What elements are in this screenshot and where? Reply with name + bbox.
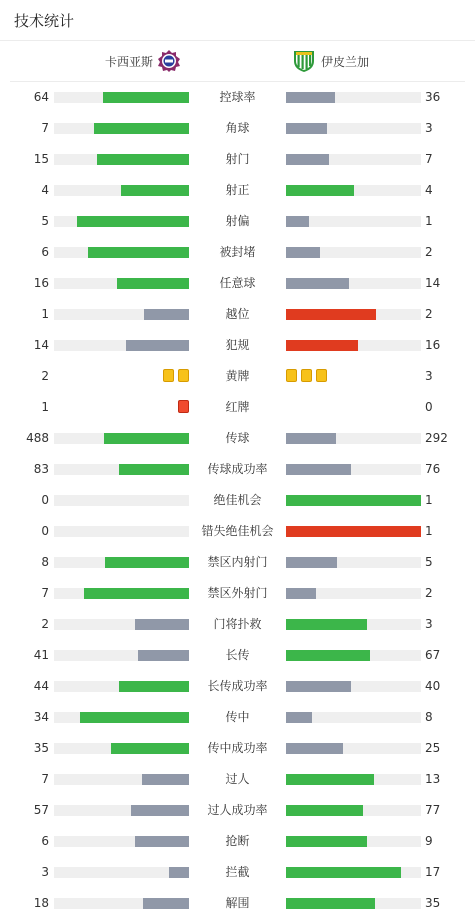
home-stat-bar bbox=[54, 805, 189, 816]
home-stat-bar bbox=[54, 898, 189, 909]
away-stat-bar bbox=[286, 774, 421, 785]
home-stat-value: 7 bbox=[41, 586, 49, 600]
home-yellow-cards bbox=[163, 369, 189, 383]
away-stat-bar-fill bbox=[286, 123, 327, 134]
away-stat-bar bbox=[286, 309, 421, 320]
away-stat-bar-fill bbox=[286, 557, 337, 568]
stat-name: 绝佳机会 bbox=[213, 493, 262, 507]
home-stat-value: 3 bbox=[41, 865, 49, 879]
away-stat-bar-fill bbox=[286, 588, 316, 599]
home-stat-bar bbox=[54, 619, 189, 630]
home-stat-bar bbox=[54, 836, 189, 847]
stat-name: 角球 bbox=[225, 121, 250, 135]
away-stat-bar-fill bbox=[286, 526, 421, 537]
away-stat-bar-fill bbox=[286, 898, 375, 909]
away-stat-bar-fill bbox=[286, 495, 421, 506]
home-stat-value: 6 bbox=[41, 245, 49, 259]
stat-name: 被封堵 bbox=[219, 245, 256, 259]
away-stat-bar-fill bbox=[286, 619, 367, 630]
stat-name: 越位 bbox=[225, 307, 250, 321]
stat-row bbox=[0, 516, 475, 547]
stat-row bbox=[0, 268, 475, 299]
home-stat-bar-fill bbox=[144, 309, 189, 320]
home-team[interactable] bbox=[105, 41, 181, 81]
home-stat-value: 64 bbox=[33, 90, 49, 104]
away-stat-bar bbox=[286, 216, 421, 227]
stat-name: 射正 bbox=[225, 183, 250, 197]
teams-bar bbox=[10, 41, 465, 82]
away-stat-value: 67 bbox=[425, 648, 441, 662]
stat-row bbox=[0, 113, 475, 144]
red-card-icon bbox=[178, 400, 189, 413]
away-stat-value: 36 bbox=[425, 90, 441, 104]
home-stat-bar bbox=[54, 309, 189, 320]
home-stat-bar bbox=[54, 154, 189, 165]
away-stat-value: 3 bbox=[425, 617, 433, 631]
away-stat-value: 40 bbox=[425, 679, 441, 693]
home-stat-bar-fill bbox=[126, 340, 189, 351]
yellow-card-icon bbox=[178, 369, 189, 382]
yellow-card-icon bbox=[286, 369, 297, 382]
home-stat-value: 2 bbox=[41, 617, 49, 631]
stat-row bbox=[0, 764, 475, 795]
away-stat-value: 3 bbox=[425, 369, 433, 383]
away-stat-bar bbox=[286, 681, 421, 692]
away-stat-value: 1 bbox=[425, 214, 433, 228]
stat-row bbox=[0, 733, 475, 764]
stat-row bbox=[0, 671, 475, 702]
home-team-name: 卡西亚斯 bbox=[104, 54, 153, 69]
home-stat-value: 0 bbox=[41, 524, 49, 538]
away-stat-bar-fill bbox=[286, 154, 329, 165]
yellow-card-icon bbox=[163, 369, 174, 382]
home-stat-bar bbox=[54, 495, 189, 506]
away-stat-bar-fill bbox=[286, 92, 335, 103]
away-stat-bar-fill bbox=[286, 650, 370, 661]
yellow-card-icon bbox=[316, 369, 327, 382]
home-stat-bar bbox=[54, 743, 189, 754]
away-stat-bar-fill bbox=[286, 185, 354, 196]
stat-row bbox=[0, 175, 475, 206]
home-stat-bar bbox=[54, 464, 189, 475]
away-stat-value: 0 bbox=[425, 400, 433, 414]
stat-row bbox=[0, 206, 475, 237]
away-stat-bar-fill bbox=[286, 247, 320, 258]
home-stat-value: 0 bbox=[41, 493, 49, 507]
home-stat-bar bbox=[54, 278, 189, 289]
stat-row bbox=[0, 857, 475, 888]
away-stat-bar-fill bbox=[286, 743, 343, 754]
away-stat-bar bbox=[286, 836, 421, 847]
home-stat-value: 6 bbox=[41, 834, 49, 848]
page-title: 技术统计 bbox=[14, 11, 75, 30]
home-stat-bar-fill bbox=[142, 774, 189, 785]
away-stat-bar-fill bbox=[286, 867, 401, 878]
home-stat-bar-fill bbox=[94, 123, 189, 134]
home-stat-value: 5 bbox=[41, 214, 49, 228]
home-stat-bar-fill bbox=[104, 433, 189, 444]
home-stat-bar bbox=[54, 681, 189, 692]
away-team[interactable] bbox=[293, 41, 369, 81]
stat-name: 禁区内射门 bbox=[207, 555, 268, 569]
away-stat-bar-fill bbox=[286, 216, 309, 227]
home-stat-value: 8 bbox=[41, 555, 49, 569]
stat-name: 错失绝佳机会 bbox=[201, 524, 274, 538]
stat-name: 任意球 bbox=[219, 276, 256, 290]
away-stat-bar bbox=[286, 495, 421, 506]
away-stat-value: 4 bbox=[425, 183, 433, 197]
stat-row bbox=[0, 237, 475, 268]
home-stat-bar-fill bbox=[143, 898, 189, 909]
home-stat-bar bbox=[54, 247, 189, 258]
stat-name: 抢断 bbox=[225, 834, 250, 848]
home-stat-value: 15 bbox=[33, 152, 49, 166]
away-stat-value: 35 bbox=[425, 896, 441, 910]
home-stat-bar-fill bbox=[119, 681, 189, 692]
home-stat-bar bbox=[54, 867, 189, 878]
stat-row bbox=[0, 423, 475, 454]
home-stat-bar-fill bbox=[103, 92, 189, 103]
stat-name: 传中成功率 bbox=[207, 741, 268, 755]
home-stat-bar-fill bbox=[97, 154, 189, 165]
stat-name: 门将扑救 bbox=[213, 617, 262, 631]
away-stat-value: 1 bbox=[425, 524, 433, 538]
stat-name: 黄牌 bbox=[225, 369, 250, 383]
away-stat-value: 1 bbox=[425, 493, 433, 507]
stat-row bbox=[0, 547, 475, 578]
away-team-name: 伊皮兰加 bbox=[321, 54, 370, 69]
stat-name: 射门 bbox=[225, 152, 250, 166]
stat-row bbox=[0, 330, 475, 361]
stat-row bbox=[0, 640, 475, 671]
stat-name: 拦截 bbox=[225, 865, 250, 879]
home-stat-value: 7 bbox=[41, 121, 49, 135]
stat-row bbox=[0, 144, 475, 175]
away-stat-bar bbox=[286, 898, 421, 909]
away-stat-bar bbox=[286, 464, 421, 475]
stat-name: 过人成功率 bbox=[207, 803, 268, 817]
away-stat-bar bbox=[286, 805, 421, 816]
stats-header bbox=[0, 0, 475, 41]
stat-row bbox=[0, 454, 475, 485]
home-stat-value: 1 bbox=[41, 307, 49, 321]
home-stat-bar-fill bbox=[131, 805, 189, 816]
away-stat-bar bbox=[286, 867, 421, 878]
stat-row bbox=[0, 578, 475, 609]
home-stat-bar bbox=[54, 557, 189, 568]
home-stat-bar-fill bbox=[135, 619, 189, 630]
home-stat-bar bbox=[54, 774, 189, 785]
home-stat-value: 41 bbox=[33, 648, 49, 662]
home-stat-bar-fill bbox=[119, 464, 189, 475]
home-stat-bar-fill bbox=[135, 836, 189, 847]
home-red-cards bbox=[178, 400, 189, 414]
stats-list bbox=[0, 82, 475, 919]
home-stat-bar-fill bbox=[169, 867, 189, 878]
stat-row bbox=[0, 299, 475, 330]
away-stat-bar-fill bbox=[286, 464, 351, 475]
away-stat-value: 7 bbox=[425, 152, 433, 166]
stat-row bbox=[0, 826, 475, 857]
away-stat-bar bbox=[286, 154, 421, 165]
home-team-logo-icon bbox=[157, 49, 181, 73]
away-stat-bar-fill bbox=[286, 712, 312, 723]
away-yellow-cards bbox=[286, 369, 327, 383]
away-stat-bar-fill bbox=[286, 433, 336, 444]
home-stat-bar-fill bbox=[121, 185, 189, 196]
stat-row bbox=[0, 702, 475, 733]
away-stat-bar bbox=[286, 743, 421, 754]
away-stat-bar-fill bbox=[286, 774, 374, 785]
stat-row bbox=[0, 82, 475, 113]
home-stat-value: 34 bbox=[33, 710, 49, 724]
away-stat-value: 3 bbox=[425, 121, 433, 135]
away-stat-bar bbox=[286, 185, 421, 196]
stat-name: 长传 bbox=[225, 648, 250, 662]
home-stat-value: 16 bbox=[33, 276, 49, 290]
away-stat-bar-fill bbox=[286, 836, 367, 847]
stat-name: 传球成功率 bbox=[207, 462, 268, 476]
away-stat-bar bbox=[286, 92, 421, 103]
home-stat-bar-fill bbox=[77, 216, 189, 227]
away-stat-value: 5 bbox=[425, 555, 433, 569]
home-stat-bar bbox=[54, 92, 189, 103]
home-stat-value: 18 bbox=[33, 896, 49, 910]
yellow-card-icon bbox=[301, 369, 312, 382]
stat-row bbox=[0, 361, 475, 392]
home-stat-bar-fill bbox=[105, 557, 189, 568]
home-stat-value: 83 bbox=[33, 462, 49, 476]
away-stat-value: 2 bbox=[425, 586, 433, 600]
home-stat-bar-fill bbox=[88, 247, 189, 258]
away-team-logo-icon bbox=[293, 49, 315, 73]
away-stat-value: 13 bbox=[425, 772, 441, 786]
away-stat-bar bbox=[286, 526, 421, 537]
away-stat-bar-fill bbox=[286, 309, 376, 320]
away-stat-bar bbox=[286, 557, 421, 568]
stat-row bbox=[0, 888, 475, 919]
home-stat-bar bbox=[54, 340, 189, 351]
away-stat-bar bbox=[286, 712, 421, 723]
stat-name: 传球 bbox=[225, 431, 250, 445]
away-stat-value: 2 bbox=[425, 307, 433, 321]
home-stat-value: 2 bbox=[41, 369, 49, 383]
home-stat-value: 7 bbox=[41, 772, 49, 786]
away-stat-bar bbox=[286, 433, 421, 444]
home-stat-bar-fill bbox=[117, 278, 189, 289]
home-stat-value: 1 bbox=[41, 400, 49, 414]
home-stat-bar bbox=[54, 433, 189, 444]
stat-name: 射偏 bbox=[225, 214, 250, 228]
away-stat-bar bbox=[286, 619, 421, 630]
home-stat-bar bbox=[54, 216, 189, 227]
away-stat-bar bbox=[286, 340, 421, 351]
home-stat-bar bbox=[54, 123, 189, 134]
home-stat-bar-fill bbox=[80, 712, 189, 723]
away-stat-bar bbox=[286, 123, 421, 134]
stat-name: 犯规 bbox=[225, 338, 250, 352]
home-stat-bar bbox=[54, 650, 189, 661]
stat-name: 禁区外射门 bbox=[207, 586, 268, 600]
away-stat-bar bbox=[286, 247, 421, 258]
home-stat-bar bbox=[54, 588, 189, 599]
home-stat-bar-fill bbox=[138, 650, 189, 661]
home-stat-value: 44 bbox=[33, 679, 49, 693]
away-stat-value: 25 bbox=[425, 741, 441, 755]
away-stat-value: 9 bbox=[425, 834, 433, 848]
stat-name: 传中 bbox=[225, 710, 250, 724]
away-stat-bar-fill bbox=[286, 340, 358, 351]
home-stat-bar bbox=[54, 185, 189, 196]
stat-name: 控球率 bbox=[219, 90, 256, 104]
away-stat-value: 8 bbox=[425, 710, 433, 724]
stat-name: 红牌 bbox=[225, 400, 250, 414]
stat-name: 过人 bbox=[225, 772, 250, 786]
stat-row bbox=[0, 485, 475, 516]
away-stat-bar-fill bbox=[286, 805, 363, 816]
away-stat-value: 17 bbox=[425, 865, 441, 879]
home-stat-value: 14 bbox=[33, 338, 49, 352]
away-stat-bar-fill bbox=[286, 681, 351, 692]
away-stat-value: 14 bbox=[425, 276, 441, 290]
stat-row bbox=[0, 795, 475, 826]
stat-row bbox=[0, 392, 475, 423]
away-stat-value: 77 bbox=[425, 803, 441, 817]
away-stat-value: 16 bbox=[425, 338, 441, 352]
home-stat-value: 4 bbox=[41, 183, 49, 197]
stat-name: 解围 bbox=[225, 896, 250, 910]
away-stat-bar bbox=[286, 278, 421, 289]
stat-row bbox=[0, 609, 475, 640]
away-stat-value: 292 bbox=[425, 431, 448, 445]
stat-name: 长传成功率 bbox=[207, 679, 268, 693]
home-stat-value: 57 bbox=[33, 803, 49, 817]
home-stat-bar bbox=[54, 526, 189, 537]
home-stat-bar-fill bbox=[84, 588, 189, 599]
away-stat-value: 2 bbox=[425, 245, 433, 259]
home-stat-value: 35 bbox=[33, 741, 49, 755]
home-stat-bar-fill bbox=[111, 743, 189, 754]
away-stat-bar bbox=[286, 588, 421, 599]
away-stat-bar bbox=[286, 650, 421, 661]
away-stat-bar-fill bbox=[286, 278, 349, 289]
home-stat-value: 488 bbox=[26, 431, 49, 445]
home-stat-bar bbox=[54, 712, 189, 723]
away-stat-value: 76 bbox=[425, 462, 441, 476]
